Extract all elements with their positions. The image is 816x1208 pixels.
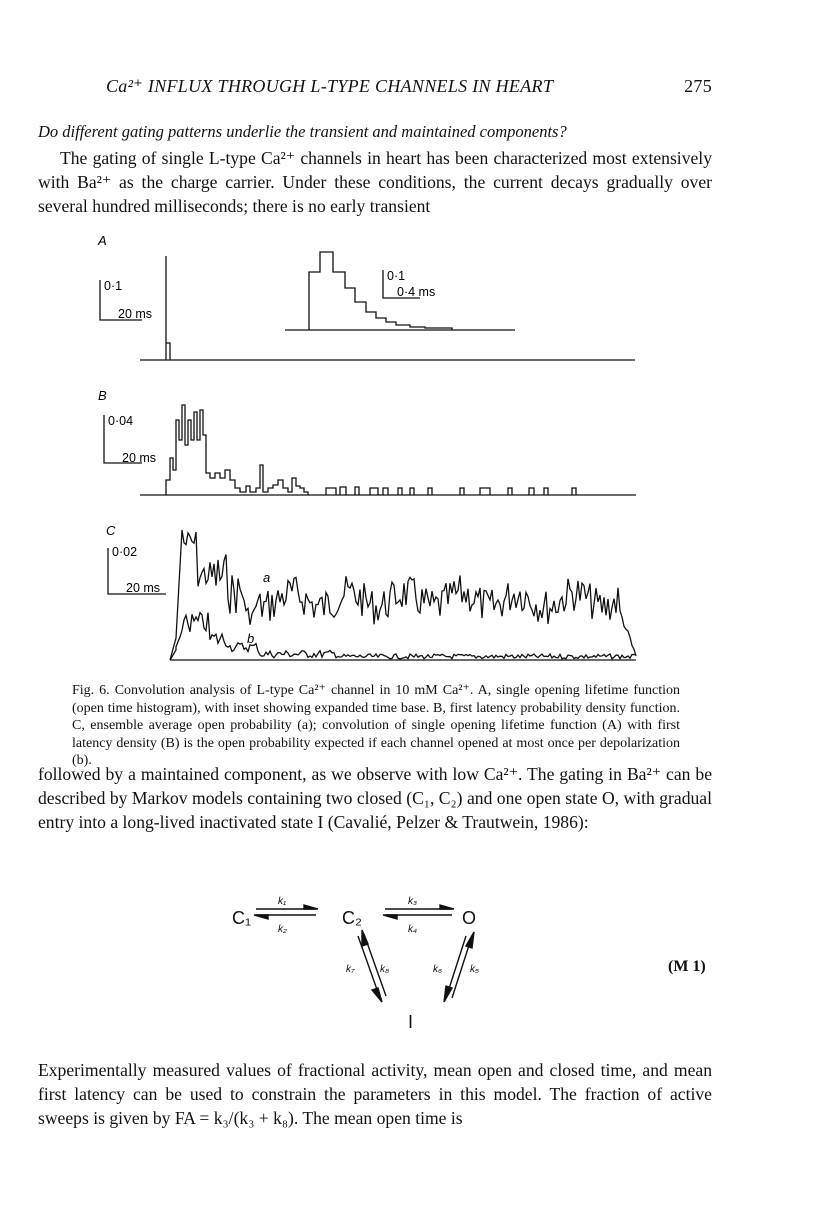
- panel-b-scale-y: 0·04: [108, 414, 134, 428]
- rate-k6: k₆: [433, 964, 443, 975]
- panel-c-scale-y: 0·02: [112, 545, 138, 559]
- figure-caption: Fig. 6. Convolution analysis of L-type Ca²⁺ channel in 10 mM Ca²⁺. A, single opening lifetime function (open time histogram), with inset showing expanded time base. B, first latency probability density function. C, ensemble average open probability (a); convolution of single opening lifetime function (A) with first latency density (B) is the open probability expected if each channel opened at most once per depolarization (b).: [72, 683, 680, 768]
- arrowhead-k2: [254, 915, 268, 919]
- panel-b-label: B: [98, 388, 107, 403]
- rate-k8: k₈: [380, 964, 390, 975]
- panel-c-trace-a-label: a: [263, 570, 271, 585]
- paragraph-2-text: followed by a maintained component, as we observe with low Ca²⁺. The gating in Ba²⁺ can be described by Markov models containing two closed (C₁, C₂) and one open state O, with gradual entry into a long-lived inactivated state I (Cavalié, Pelzer & Trautwein, 1986):: [38, 764, 712, 832]
- arrowhead-k1: [304, 905, 318, 909]
- panel-c-trace-b: [170, 613, 636, 660]
- paragraph-1: [38, 146, 712, 218]
- state-i: I: [408, 1012, 414, 1032]
- paragraph-2: [38, 762, 712, 834]
- panel-c-scale-x: 20 ms: [126, 581, 161, 595]
- page-number: 275: [684, 76, 712, 96]
- rate-k2: k₂: [278, 924, 287, 935]
- running-header: [106, 76, 712, 97]
- scheme-label: (M 1): [668, 958, 706, 975]
- panel-b-histogram: [166, 405, 308, 495]
- figure-6: [80, 230, 660, 670]
- panel-a-inset-scale-y: 0·1: [387, 269, 406, 283]
- arrowhead-k4: [383, 915, 397, 919]
- state-c2: C₂: [342, 908, 362, 928]
- panel-a-inset-scale-x: 0·4 ms: [397, 285, 436, 299]
- arrowhead-k3: [440, 905, 454, 909]
- rate-k1: k₁: [278, 896, 287, 907]
- panel-a-label: A: [98, 233, 107, 248]
- arrowhead-k5: [444, 986, 452, 1002]
- running-title: Ca²⁺ INFLUX THROUGH L-TYPE CHANNELS IN HEART: [106, 76, 554, 96]
- panel-c-trace-a: [170, 530, 636, 660]
- state-c1: C₁: [232, 908, 252, 928]
- arrowhead-k8: [362, 930, 368, 946]
- rate-k5: k₅: [470, 964, 480, 975]
- panel-a-scale-x: 20 ms: [118, 307, 153, 321]
- panel-b-scale-x: 20 ms: [122, 451, 157, 465]
- kinetic-scheme: [220, 890, 520, 1040]
- section-heading: Do different gating patterns underlie the transient and maintained components?: [38, 122, 567, 141]
- paragraph-3: [38, 1058, 712, 1130]
- rate-k7: k₇: [346, 964, 355, 975]
- panel-b-late-bins: [326, 487, 576, 495]
- panel-a-scale-y: 0·1: [104, 279, 123, 293]
- panel-c-trace-b-label: b: [247, 631, 255, 646]
- paragraph-1-text: The gating of single L-type Ca²⁺ channels in heart has been characterized most extensively with Ba²⁺ as the charge carrier. Under these conditions, the current decays gradually over several hundred milliseconds; there is no early transient: [38, 148, 712, 216]
- arrowhead-k6: [466, 932, 474, 948]
- rate-k3: k₃: [408, 896, 417, 907]
- panel-a-histogram: [166, 256, 170, 360]
- state-o: O: [462, 908, 477, 928]
- panel-c-label: C: [106, 523, 116, 538]
- paragraph-3-text: Experimentally measured values of fractional activity, mean open and closed time, and mean first latency can be used to constrain the parameters in this model. The fraction of active sweeps is given by FA = k₃/(k₃ + k₈). The mean open time is: [38, 1060, 712, 1128]
- arrowhead-k7: [372, 988, 382, 1002]
- rate-k4: k₄: [408, 924, 418, 935]
